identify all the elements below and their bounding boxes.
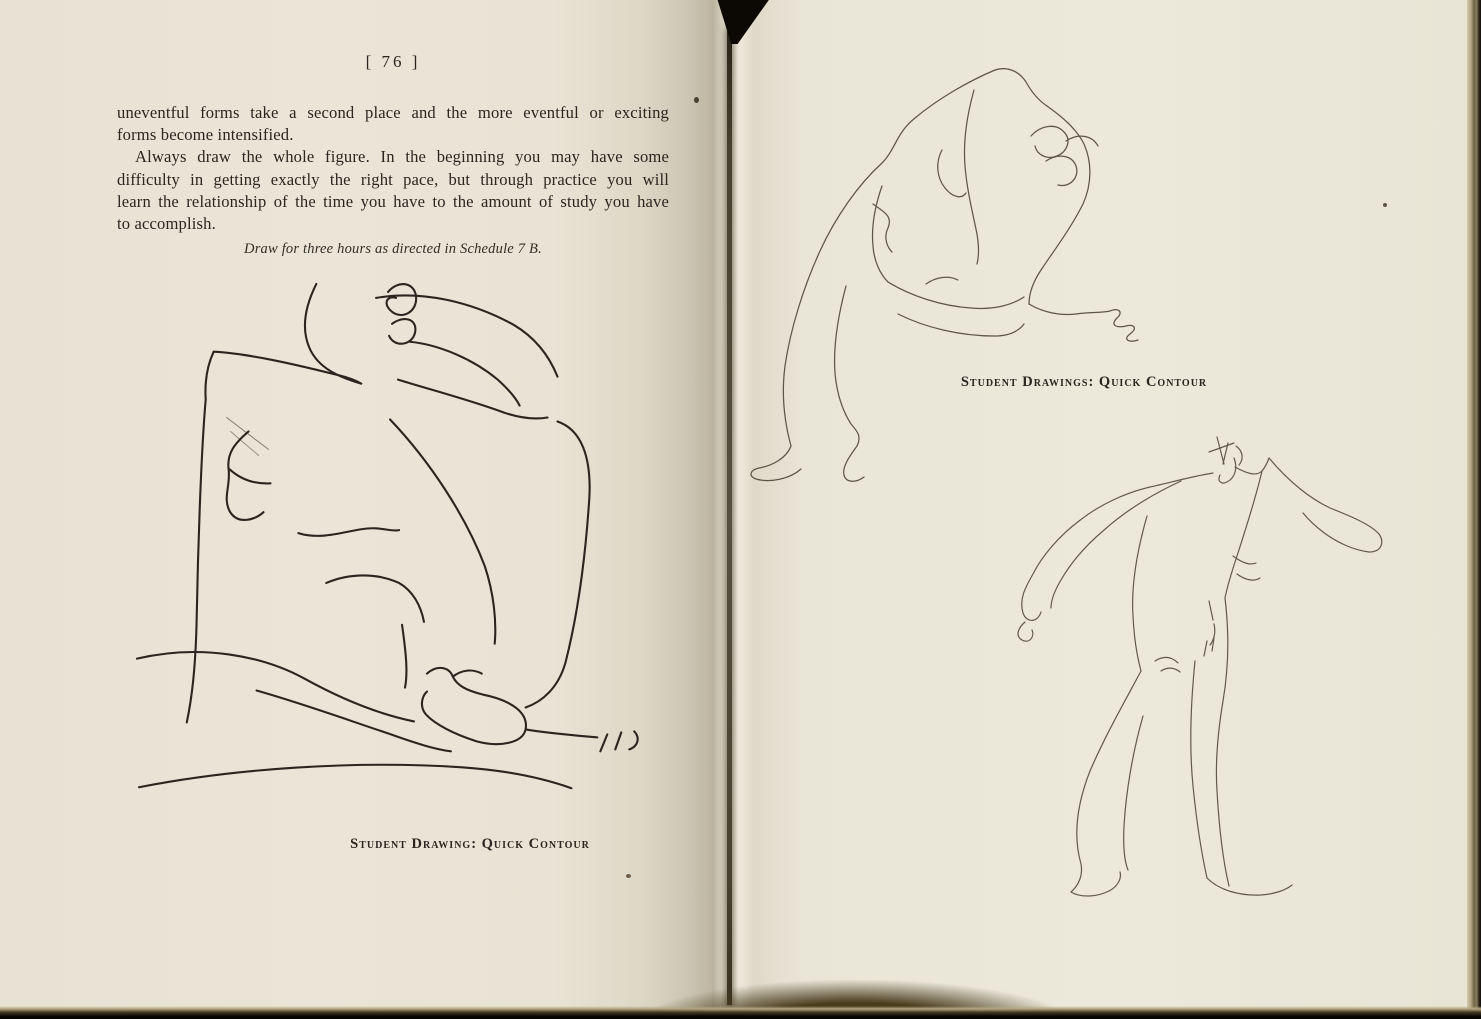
paper-speck bbox=[626, 874, 631, 878]
book-fold-line bbox=[727, 30, 732, 1005]
body-line: forms become intensified. bbox=[117, 125, 294, 145]
body-line: to accomplish. bbox=[117, 214, 216, 234]
body-line: learn the relationship of the time you have to the amount of study you have bbox=[117, 191, 669, 211]
paper-speck bbox=[694, 97, 699, 103]
paper-speck bbox=[1383, 203, 1387, 207]
body-text-block bbox=[117, 102, 669, 235]
book-cover-bottom-edge bbox=[0, 1006, 1481, 1019]
body-line: difficulty in getting exactly the right pace, but through practice you will bbox=[117, 169, 669, 189]
contour-drawing-standing-figure bbox=[985, 415, 1395, 925]
figure-caption-right: Student Drawings: Quick Contour bbox=[960, 374, 1208, 390]
body-line: Always draw the whole figure. In the beginning you may have some bbox=[135, 147, 669, 167]
figure-caption-left: Student Drawing: Quick Contour bbox=[350, 836, 590, 852]
body-line: uneventful forms take a second place and the more eventful or exciting bbox=[117, 103, 669, 122]
page-edges-right bbox=[1467, 0, 1481, 1019]
schedule-note: Draw for three hours as directed in Schedule 7 B. bbox=[244, 241, 542, 257]
contour-drawing-seated-figure bbox=[130, 272, 690, 850]
page-number: [ 76 ] bbox=[365, 52, 421, 71]
